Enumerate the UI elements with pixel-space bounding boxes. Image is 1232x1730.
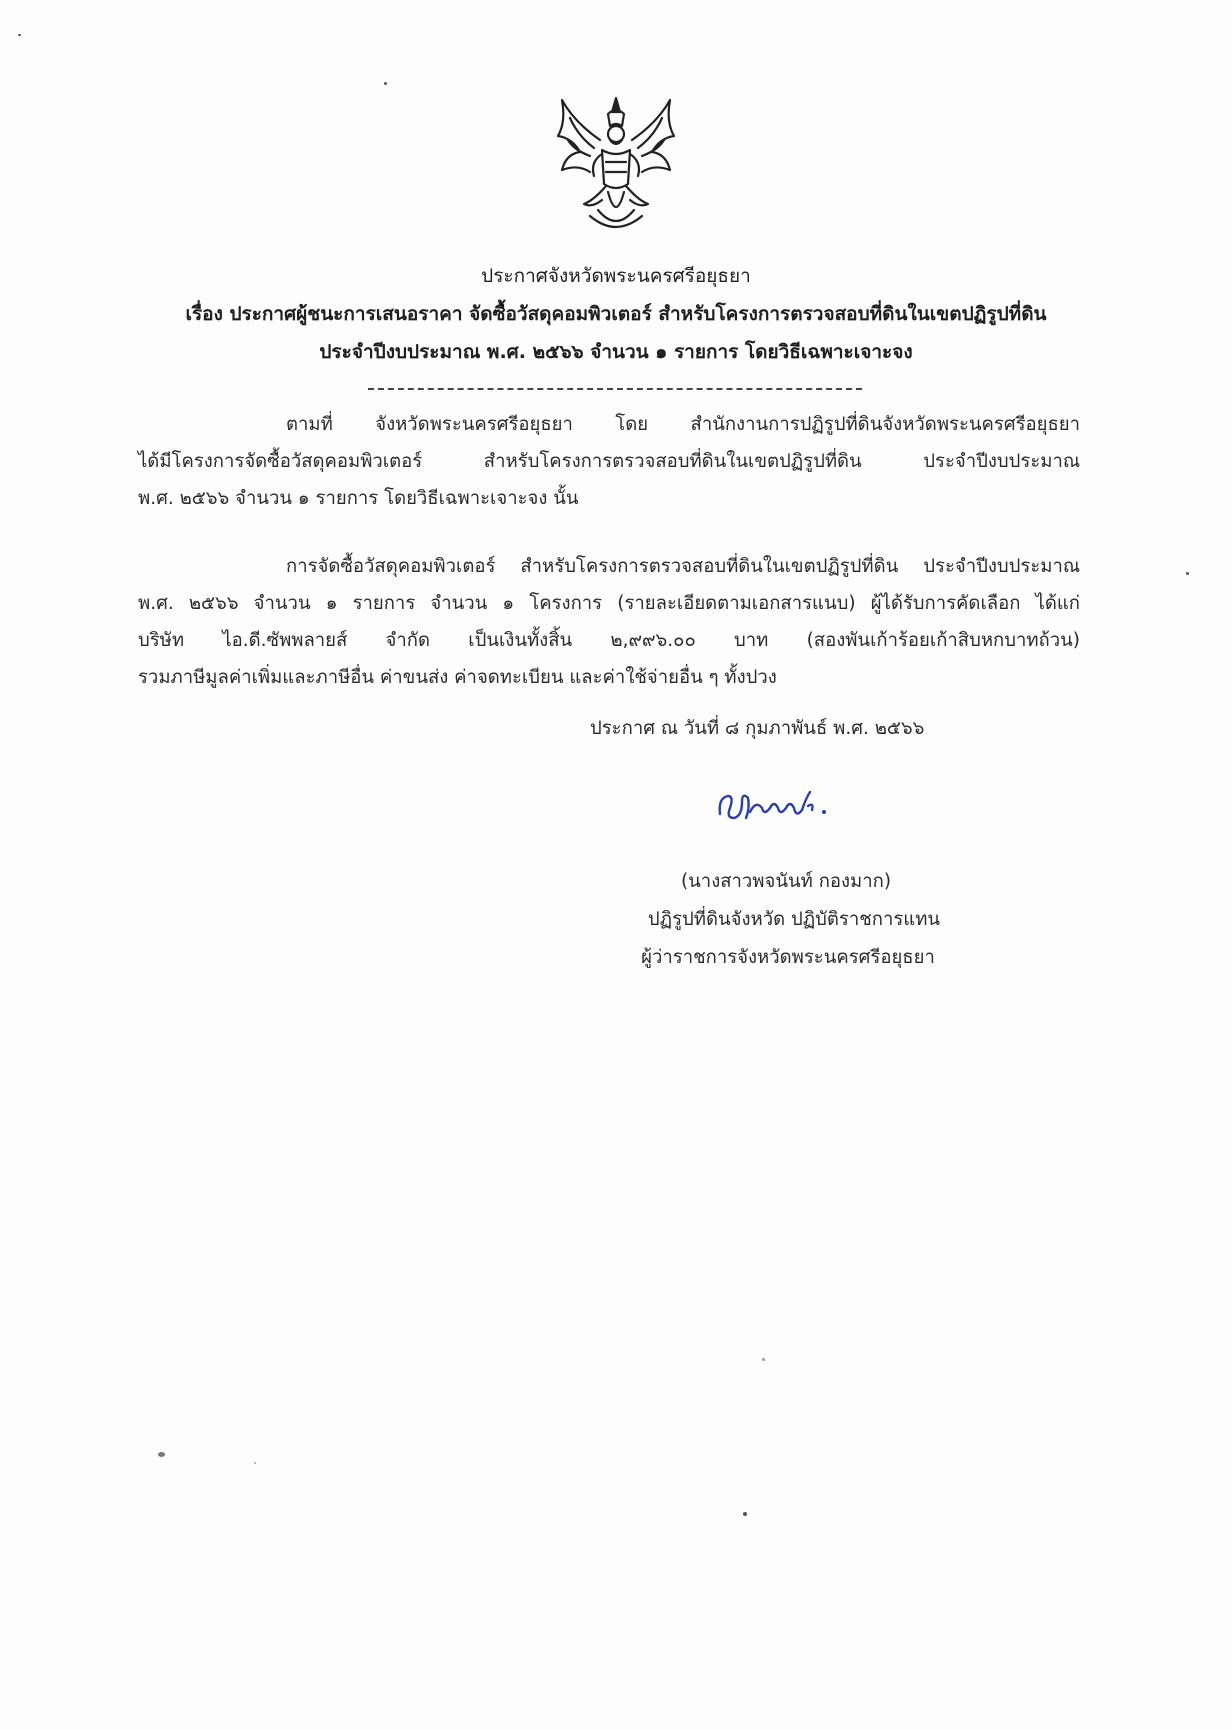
paragraph-2-line: พ.ศ. ๒๕๖๖ จำนวน ๑ รายการ จำนวน ๑ โครงการ (รายละเอียดตามเอกสารแนบ) ผู้ได้รับการคัดเลือก ได้แก่ — [138, 593, 1080, 614]
handwritten-signature — [712, 778, 832, 830]
scan-speck — [254, 1462, 256, 1464]
scan-speck — [18, 34, 21, 36]
subject-line-1: เรื่อง ประกาศผู้ชนะการเสนอราคา จัดซื้อวัสดุคอมพิวเตอร์ สำหรับโครงการตรวจสอบที่ดินในเขตปฏิรูปที่ดิน — [185, 303, 1047, 325]
scan-speck — [1186, 572, 1189, 575]
paragraph-2-line: รวมภาษีมูลค่าเพิ่มและภาษีอื่น ค่าขนส่ง ค่าจดทะเบียน และค่าใช้จ่ายอื่น ๆ ทั้งปวง — [138, 667, 777, 688]
scan-speck — [384, 82, 387, 85]
subject-line-2: ประจำปีงบประมาณ พ.ศ. ๒๕๖๖ จำนวน ๑ รายการ โดยวิธีเฉพาะเจาะจง — [319, 341, 913, 363]
paragraph-2 — [138, 548, 1080, 696]
announcement-title: ประกาศจังหวัดพระนครศรีอยุธยา — [481, 265, 751, 287]
header-divider — [368, 388, 862, 390]
paragraph-1 — [138, 406, 1080, 517]
scan-speck — [762, 1358, 765, 1361]
paragraph-2-line: การจัดซื้อวัสดุคอมพิวเตอร์ สำหรับโครงการตรวจสอบที่ดินในเขตปฏิรูปที่ดิน ประจำปีงบประมาณ — [286, 556, 1080, 577]
paragraph-1-line: ตามที่ จังหวัดพระนครศรีอยุธยา โดย สำนักงานการปฏิรูปที่ดินจังหวัดพระนครศรีอยุธยา — [286, 414, 1080, 435]
scan-speck — [743, 1512, 747, 1516]
signer-position-1: ปฏิรูปที่ดินจังหวัด ปฏิบัติราชการแทน — [647, 909, 941, 930]
paragraph-1-line: พ.ศ. ๒๕๖๖ จำนวน ๑ รายการ โดยวิธีเฉพาะเจาะจง นั้น — [138, 488, 579, 509]
paragraph-1-line: ได้มีโครงการจัดซื้อวัสดุคอมพิวเตอร์ สำหรับโครงการตรวจสอบที่ดินในเขตปฏิรูปที่ดิน ประจำปีงบประมาณ — [138, 451, 1080, 472]
garuda-emblem-icon — [544, 92, 688, 234]
scan-speck — [158, 1452, 165, 1457]
signer-position-2: ผู้ว่าราชการจังหวัดพระนครศรีอยุธยา — [641, 947, 935, 968]
signer-name: (นางสาวพจนันท์ กองมาก) — [680, 871, 892, 892]
announcement-date: ประกาศ ณ วันที่ ๘ กุมภาพันธ์ พ.ศ. ๒๕๖๖ — [590, 718, 925, 739]
paragraph-2-line: บริษัท ไอ.ดี.ซัพพลายส์ จำกัด เป็นเงินทั้งสิ้น ๒,๙๙๖.๐๐ บาท (สองพันเก้าร้อยเก้าสิบหกบาทถ้วน) — [138, 630, 1080, 651]
